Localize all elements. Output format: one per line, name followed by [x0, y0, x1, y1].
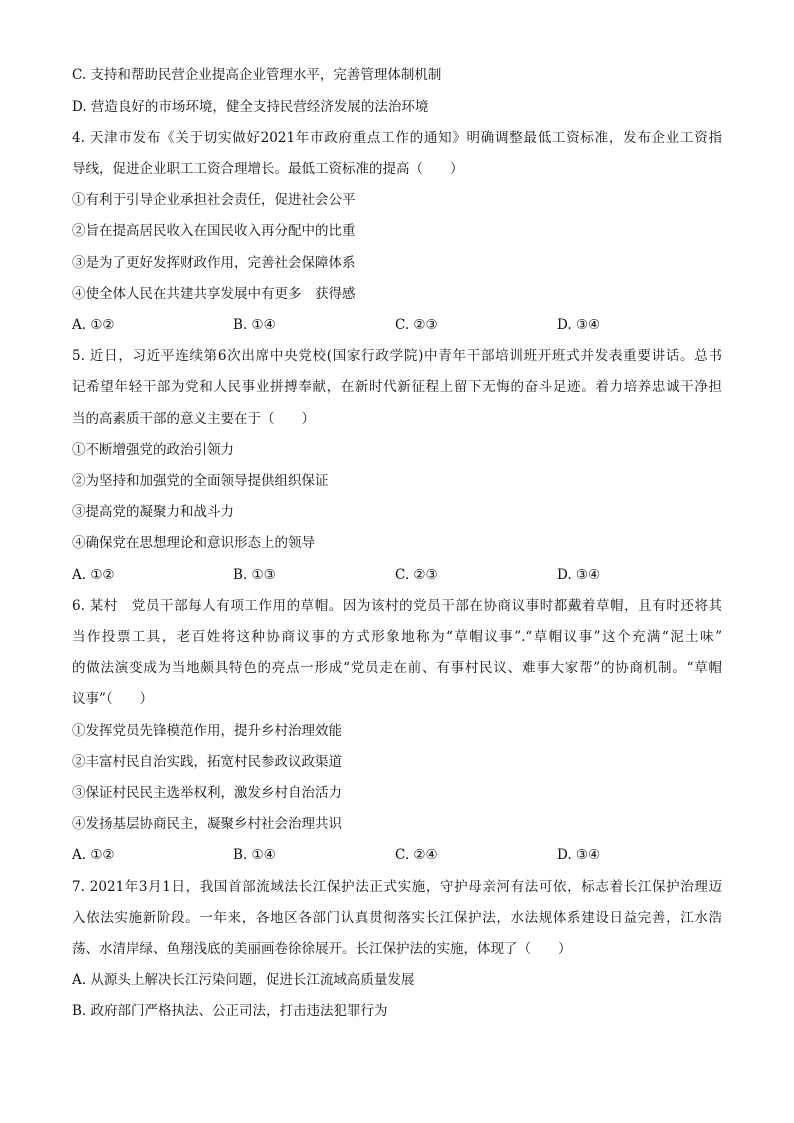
q7-option-a: A. 从源头上解决长江污染问题，促进长江流域高质量发展: [72, 972, 415, 988]
q4-option-c: C. ②③: [395, 317, 438, 333]
q5-statement-4: ④确保党在思想理论和意识形态上的领导: [72, 535, 315, 551]
q4-statement-4: ④使全体人民在共建共享发展中有更多 获得感: [72, 286, 356, 302]
q7-stem-line-2: 入依法实施新阶段。一年来，各地区各部门认真贯彻落实长江保护法，水法规体系建设日益完善，江水浩: [72, 910, 722, 926]
q4-statement-3: ③是为了更好发挥财政作用，完善社会保障体系: [72, 255, 356, 271]
q6-statement-2: ②丰富村民自治实践，拓宽村民参政议政渠道: [72, 754, 342, 770]
q4-option-a: A. ①②: [72, 317, 115, 333]
q5-option-a: A. ①②: [72, 567, 115, 583]
q5-stem-line-2: 记希望年轻干部为党和人民事业拼搏奉献，在新时代新征程上留下无悔的奋斗足迹。着力培养忠诚干净担: [72, 379, 722, 395]
q6-option-b: B. ①④: [233, 847, 276, 863]
q4-options: [72, 315, 722, 335]
q6-option-a: A. ①②: [72, 847, 115, 863]
q6-statement-4: ④发扬基层协商民主，凝聚乡村社会治理共识: [72, 816, 342, 832]
q4-option-d: D. ③④: [557, 317, 601, 333]
q4-statement-2: ②旨在提高居民收入在国民收入再分配中的比重: [72, 223, 356, 239]
q4-statement-1: ①有利于引导企业承担社会责任，促进社会公平: [72, 192, 356, 208]
q4-stem-line-1: 4. 天津市发布《关于切实做好2021年市政府重点工作的通知》明确调整最低工资标准，发布企业工资指: [72, 130, 722, 146]
q5-options: [72, 565, 722, 585]
q6-stem-line-2: 当作投票工具，老百姓将这种协商议事的方式形象地称为“草帽议事”.“草帽议事”这个充满“泥土味”: [72, 629, 722, 645]
q6-stem-line-3: 的做法演变成为当地颇具特色的亮点一形成“党员走在前、有事村民议、难事大家帮”的协商机制。“草帽: [72, 660, 722, 676]
q5-option-d: D. ③④: [557, 567, 601, 583]
q7-option-b: B. 政府部门严格执法、公正司法，打击违法犯罪行为: [72, 1003, 388, 1019]
q5-statement-3: ③提高党的凝聚力和战斗力: [72, 504, 234, 520]
q7-stem-line-1: 7. 2021年3月1日，我国首部流域法长江保护法正式实施，守护母亲河有法可依，标志着长江保护治理迈: [72, 879, 722, 895]
q6-statement-3: ③保证村民民主选举权利，激发乡村自治活力: [72, 785, 342, 801]
q3-option-d: D. 营造良好的市场环境，健全支持民营经济发展的法治环境: [72, 99, 429, 115]
q5-option-c: C. ②③: [395, 567, 438, 583]
q5-stem-line-3: 当的高素质干部的意义主要在于（ ）: [72, 411, 315, 427]
q3-option-c: C. 支持和帮助民营企业提高企业管理水平，完善管理体制机制: [72, 67, 442, 83]
q4-option-b: B. ①④: [233, 317, 276, 333]
q5-option-b: B. ①③: [233, 567, 276, 583]
q6-options: [72, 845, 722, 865]
q7-stem-line-3: 荡、水清岸绿、鱼翔浅底的美丽画卷徐徐展开。长江保护法的实施，体现了（ ）: [72, 941, 572, 957]
q6-stem-line-1: 6. 某村 党员干部每人有项工作用的草帽。因为该村的党员干部在协商议事时都戴着草帽，且有时还将其: [72, 598, 722, 614]
q6-option-c: C. ②④: [395, 847, 438, 863]
q5-statement-2: ②为坚持和加强党的全面领导提供组织保证: [72, 473, 329, 489]
q6-statement-1: ①发挥党员先锋模范作用，提升乡村治理效能: [72, 723, 342, 739]
q6-option-d: D. ③④: [557, 847, 601, 863]
q5-statement-1: ①不断增强党的政治引领力: [72, 442, 234, 458]
q5-stem-line-1: 5. 近日，习近平连续第6次出席中央党校(国家行政学院)中青年干部培训班开班式并发表重要讲话。总书: [72, 348, 722, 364]
q4-stem-line-2: 导线，促进企业职工工资合理增长。最低工资标准的提高（ ）: [72, 161, 464, 177]
q6-stem-line-4: 议事”（ ）: [72, 691, 154, 707]
